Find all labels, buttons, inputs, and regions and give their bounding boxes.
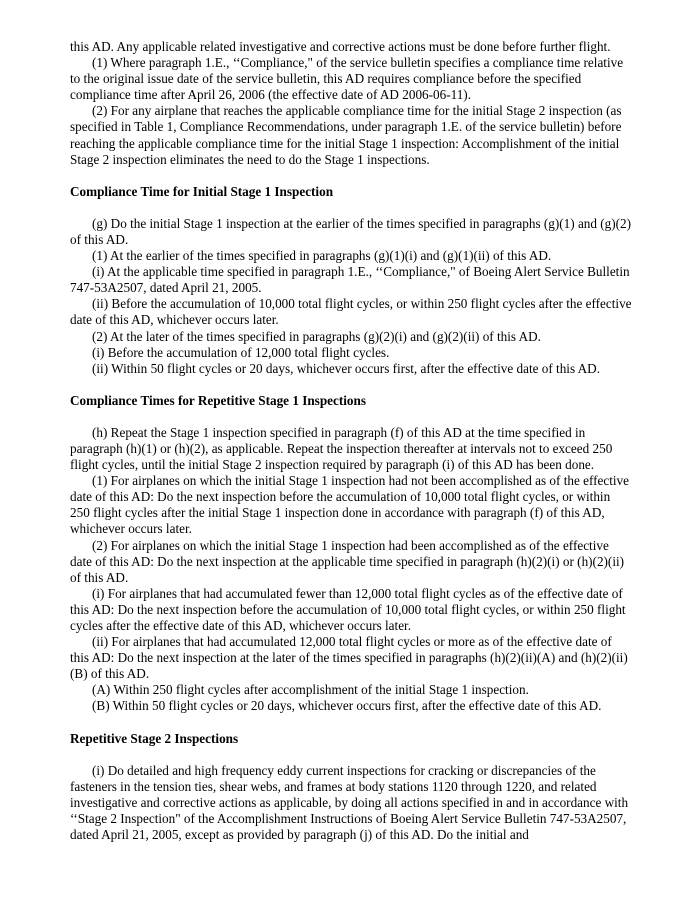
paragraph-h-2-ii-a: (A) Within 250 flight cycles after accomplishment of the initial Stage 1 inspection. — [92, 682, 529, 698]
paragraph-h-2-ii: (ii) For airplanes that had accumulated 12,000 total flight cycles or more as of the effective date of this AD: Do the next inspection at the later of the times specified in paragraphs (h)(2)(ii)(A) and (h)(2)(ii)(B) of this AD. — [70, 634, 628, 682]
paragraph-h-2-i: (i) For airplanes that had accumulated fewer than 12,000 total flight cycles as of the effective date of this AD: Do the next inspection before the accumulation of 10,000 total flight cycles, or within 250 flight cycles after the effective date of this AD, whichever occurs later. — [70, 585, 626, 633]
paragraph-g-1-i: (i) At the applicable time specified in paragraph 1.E., ‘‘Compliance," of Boeing Alert Service Bulletin 747-53A2507, dated April 21, 2005. — [70, 264, 630, 296]
section-heading-repetitive-stage-1: Compliance Times for Repetitive Stage 1 Inspections — [70, 392, 366, 408]
paragraph-f-1: (1) Where paragraph 1.E., ‘‘Compliance," of the service bulletin specifies a compliance time relative to the original issue date of the service bulletin, this AD requires compliance before the specified compliance time after April 26, 2006 (the effective date of AD 2006-06-11). — [70, 55, 624, 103]
paragraph-f-2: (2) For any airplane that reaches the applicable compliance time for the initial Stage 2 inspection (as specified in Table 1, Compliance Recommendations, under paragraph 1.E. of the service bulletin) before reaching the applicable compliance time for the initial Stage 1 inspection: Accomplishment of the initial Stage 2 inspection eliminates the need to do the Stage 1 inspections. — [70, 103, 622, 167]
section-heading-repetitive-stage-2: Repetitive Stage 2 Inspections — [70, 730, 239, 746]
paragraph-h-2: (2) For airplanes on which the initial Stage 1 inspection had been accomplished as of the effective date of this AD: Do the next inspection at the applicable time specified in paragraph (h)(2)(i) or (h)(2)(ii) of this AD. — [70, 537, 625, 585]
paragraph-h: (h) Repeat the Stage 1 inspection specified in paragraph (f) of this AD at the time specified in paragraph (h)(1) or (h)(2), as applicable. Repeat the inspection thereafter at intervals not to exceed 250 flight cycles, until the initial Stage 2 inspection required by paragraph (i) of this AD has been done. — [70, 424, 613, 473]
paragraph-h-1: (1) For airplanes on which the initial Stage 1 inspection had not been accomplished as of the effective date of this AD: Do the next inspection before the accumulation of 10,000 total flight cycles, or within 250 flight cycles after the initial Stage 1 inspection done in accordance with paragraph (f) of this AD, whichever occurs later. — [70, 473, 629, 537]
paragraph-g-2-ii: (ii) Within 50 flight cycles or 20 days, whichever occurs first, after the effective date of this AD. — [92, 360, 601, 376]
paragraph-h-2-ii-b: (B) Within 50 flight cycles or 20 days, whichever occurs first, after the effective date of this AD. — [92, 698, 602, 714]
document-page — [70, 39, 632, 843]
paragraph-i: (i) Do detailed and high frequency eddy current inspections for cracking or discrepancies of the fasteners in the tension ties, shear webs, and frames at body stations 1120 through 1220, and related investigative and corrective actions as applicable, by doing all actions specified in and in accordance with ‘‘Stage 2 Inspection" of the Accomplishment Instructions of Boeing Alert Service Bulletin 747-53A2507, dated April 21, 2005, except as provided by paragraph (j) of this AD. Do the initial and — [70, 762, 629, 843]
paragraph-continuation: this AD. Any applicable related investigative and corrective actions must be done before further flight. — [70, 39, 611, 54]
paragraph-g-2: (2) At the later of the times specified in paragraphs (g)(2)(i) and (g)(2)(ii) of this AD. — [92, 328, 541, 344]
section-heading-initial-stage-1: Compliance Time for Initial Stage 1 Inspection — [70, 183, 334, 199]
paragraph-g-2-i: (i) Before the accumulation of 12,000 total flight cycles. — [92, 344, 390, 360]
paragraph-g-1: (1) At the earlier of the times specified in paragraphs (g)(1)(i) and (g)(1)(ii) of this AD. — [92, 248, 552, 264]
paragraph-g-1-ii: (ii) Before the accumulation of 10,000 total flight cycles, or within 250 flight cycles after the effective date of this AD, whichever occurs later. — [70, 296, 632, 328]
paragraph-g: (g) Do the initial Stage 1 inspection at the earlier of the times specified in paragraphs (g)(1) and (g)(2) of this AD. — [70, 215, 632, 247]
